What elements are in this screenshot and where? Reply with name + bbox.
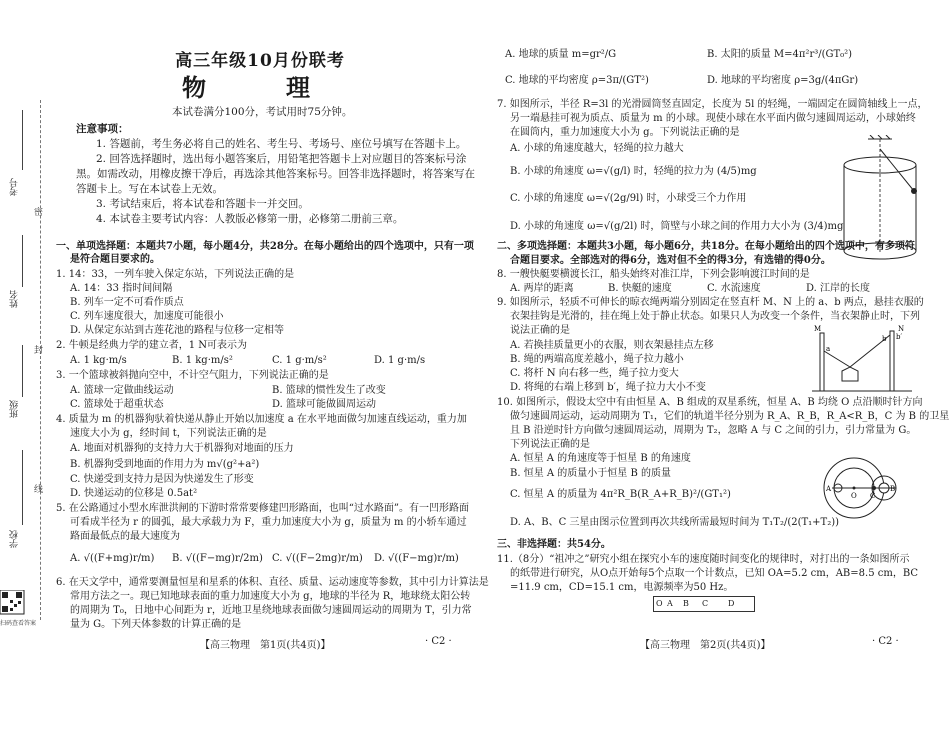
q1-stem: 1. 14：33，一列车驶入保定东站，下列说法正确的是 — [56, 269, 295, 280]
q3-option: C. 篮球处于超重状态 — [70, 399, 164, 410]
q2-stem: 2. 牛顿是经典力学的建立者，1 N可表示为 — [56, 340, 248, 351]
q11-stem-cont: =11.9 cm，CD=15.1 cm，电源频率为50 Hz。 — [510, 582, 734, 593]
q5-option: D. √((F−mg)r/m) — [374, 553, 459, 564]
q8-option: A. 两岸的距离 — [510, 283, 574, 294]
q10-stem-cont: 做匀速圆周运动，运动周期为 T₁，它们的轨道半径分别为 R_A、R_B，R_A<R_B，C 为 B 的卫星 — [510, 411, 950, 422]
q5-option: A. √((F+mg)r/m) — [70, 553, 155, 564]
q6-stem-cont: 的周期为 T₀，日地中心间距为 r，近地卫星绕地球表面做匀速圆周运动的周期为 T，引力常 — [70, 605, 472, 616]
note-line: 2. 回答选择题时，选出每小题答案后，用铅笔把答题卡上对应题目的答案标号涂 — [96, 153, 467, 165]
tape-label-B: B — [683, 599, 689, 608]
tape-label-C: C — [702, 599, 709, 608]
q7-option: D. 小球的角速度 ω=√(g/2l) 时，筒壁与小球之间的作用力大小为 (3/4)mg — [510, 221, 844, 232]
q9-stem-cont: 衣架挂钩是光滑的，挂在绳上处于静止状态。如果只人为改变一个条件，当衣架静止时，下列 — [510, 311, 920, 322]
footer-right-code: · C2 · — [872, 636, 899, 647]
q4-option: A. 地面对机器狗的支持力大于机器狗对地面的压力 — [70, 443, 294, 454]
q8-option: D. 江岸的长度 — [806, 283, 871, 294]
q10-option: B. 恒星 A 的质量小于恒星 B 的质量 — [510, 468, 671, 479]
seal-mark-3: 线 — [34, 485, 44, 495]
q7-option: C. 小球的角速度 ω=√(2g/9l) 时，小球受三个力作用 — [510, 193, 747, 204]
underline-exam-number — [22, 110, 23, 170]
q6-option: B. 太阳的质量 M=4π²r³/(GT₀²) — [707, 49, 853, 60]
q2-option: B. 1 kg·m/s² — [172, 355, 233, 366]
q2-option: C. 1 g·m/s² — [272, 355, 327, 366]
q6-stem-cont: 量为 G。下列天体参数的计算正确的是 — [70, 619, 242, 630]
q5-stem: 5. 在公路通过小型水库泄洪闸的下游时常常要修建凹形路面，也叫“过水路面”。有一凹形路面 — [56, 503, 469, 514]
q10-stem-cont: 且 B 沿逆时针方向做匀速圆周运动，周期为 T₂，忽略 A 与 C 之间的引力，引力常量为 G。 — [510, 425, 917, 436]
label-b-prime: b′ — [896, 333, 903, 341]
exam-intro: 本试卷满分100分，考试用时75分钟。 — [172, 106, 353, 118]
q7-option: B. 小球的角速度 ω=√(g/l) 时，轻绳的拉力为 (4/5)mg — [510, 166, 757, 177]
q9-stem-cont: 说法正确的是 — [510, 325, 570, 336]
q9-option: D. 将绳的右端上移到 b′，绳子拉力大小不变 — [510, 382, 706, 393]
tape-label-O: O — [656, 599, 663, 608]
section-2-heading: 二、多项选择题：本题共3小题，每小题6分，共18分。在每小题给出的四个选项中，有多项符 — [497, 241, 915, 252]
footer-left-code: · C2 · — [425, 636, 452, 647]
q4-option: D. 快递运动的位移是 0.5at² — [70, 488, 198, 499]
label-star-B: B — [890, 485, 896, 493]
q6-option: C. 地球的平均密度 ρ=3π/(GT²) — [505, 75, 649, 86]
section-1-heading-cont: 是符合题目要求的。 — [70, 254, 160, 265]
label-N: N — [898, 325, 905, 333]
q10-stem: 10. 如图所示，假设太空中有由恒星 A、B 组成的双星系统，恒星 A、B 均绕 O 点沿顺时针方向 — [497, 397, 923, 408]
q4-stem-cont: 速度大小为 g，经时间 t，下列说法正确的是 — [70, 428, 267, 439]
q8-stem: 8. 一艘快艇要横渡长江，船头始终对准江岸，下列会影响渡江时间的是 — [497, 269, 810, 280]
notes-title: 注意事项： — [76, 123, 129, 135]
binding-line — [40, 100, 41, 620]
q3-stem: 3. 一个篮球被斜抛向空中，不计空气阻力，下列说法正确的是 — [56, 370, 329, 381]
q9-option: C. 将杆 N 向右移一些，绳子拉力变大 — [510, 368, 679, 379]
q2-option: A. 1 kg·m/s — [70, 355, 127, 366]
q10-option: D. A、B、C 三星由图示位置到再次共线所需最短时间为 T₁T₂/(2(T₁+T₂)) — [510, 517, 840, 528]
exam-title: 高三年级10月份联考 — [175, 51, 345, 71]
note-line: 答题卡上。写在本试卷上无效。 — [76, 183, 223, 195]
q4-option: C. 快递受到支持力是因为快递发生了形变 — [70, 474, 254, 485]
seal-mark-1: 密 — [34, 208, 44, 218]
section-1-heading: 一、单项选择题：本题共7小题，每小题4分，共28分。在每小题给出的四个选项中，只有一项 — [56, 241, 474, 252]
label-center-O: O — [851, 492, 857, 500]
label-M: M — [814, 325, 822, 333]
section-2-heading-cont: 合题目要求。全部选对的得6分，选对但不全的得3分，有选错的得0分。 — [510, 255, 831, 266]
note-line: 3. 考试结束后，将本试卷和答题卡一并交回。 — [96, 198, 309, 210]
label-school: 学校 — [10, 530, 20, 548]
note-line: 4. 本试卷主要考试内容：人教版必修第一册，必修第二册前三章。 — [96, 213, 404, 225]
q4-stem: 4. 质量为 m 的机器狗驮着快递从静止开始以加速度 a 在水平地面做匀加速直线运动，重力加 — [56, 414, 467, 425]
underline-name — [22, 235, 23, 287]
clothesline-figure — [812, 325, 912, 395]
label-star-A: A — [826, 485, 832, 493]
q11-stem-cont: 的纸带进行研究，从O点开始每5个点取一个计数点，已知 OA=5.2 cm，AB=8.5 cm，BC — [510, 568, 919, 579]
qr-caption: 扫码查看答案 — [0, 620, 37, 627]
q6-option: A. 地球的质量 m=gr²/G — [505, 49, 617, 60]
q6-stem: 6. 在天文学中，通常要测量恒星和星系的体积、直径、质量、运动速度等参数，其中引力计算法是 — [56, 577, 489, 588]
q6-option: D. 地球的平均密度 ρ=3g/(4πGr) — [707, 75, 859, 86]
q3-option: A. 篮球一定做曲线运动 — [70, 385, 174, 396]
q8-option: B. 快艇的速度 — [608, 283, 672, 294]
note-line: 黑。如需改动，用橡皮擦干净后，再选涂其他答案标号。回答非选择题时，将答案写在 — [76, 168, 475, 180]
subject-title: 物 理 — [182, 73, 338, 102]
q3-option: B. 篮球的惯性发生了改变 — [272, 385, 386, 396]
note-line: 1. 答题前，考生务必将自己的姓名、考生号、考场号、座位号填写在答题卡上。 — [96, 138, 467, 150]
q8-option: C. 水流速度 — [707, 283, 761, 294]
q2-option: D. 1 g·m/s — [374, 355, 426, 366]
underline-school — [22, 450, 23, 525]
q6-stem-cont: 常用方法之一。现已知地球表面的重力加速度大小为 g，地球的半径为 R，地球绕太阳公转 — [70, 591, 471, 602]
underline-class — [22, 345, 23, 397]
seal-mark-2: 封 — [34, 346, 44, 356]
q1-option: C. 列车速度很大，加速度可能很小 — [70, 311, 224, 322]
label-a: a — [826, 345, 831, 353]
label-star-C: C — [870, 492, 876, 500]
q1-option: D. 从保定东站到古莲花池的路程与位移一定相等 — [70, 325, 285, 336]
q10-option: A. 恒星 A 的角速度等于恒星 B 的角速度 — [510, 453, 691, 464]
binary-star-figure — [818, 452, 908, 522]
q9-stem: 9. 如图所示，轻质不可伸长的晾衣绳两端分别固定在竖直杆 M、N 上的 a、b 两点，悬挂衣服的 — [497, 297, 924, 308]
q9-option: A. 若换挂质量更小的衣服，则衣架悬挂点左移 — [510, 340, 714, 351]
q4-option: B. 机器狗受到地面的作用力为 m√(g²+a²) — [70, 459, 260, 470]
q9-option: B. 绳的两端高度差越小，绳子拉力越小 — [510, 354, 684, 365]
footer-right: 【高三物理 第2页(共4页)】 — [640, 640, 771, 651]
footer-left: 【高三物理 第1页(共4页)】 — [200, 640, 331, 651]
q3-option: D. 篮球可能做圆周运动 — [272, 399, 377, 410]
q5-stem-cont: 可看成半径为 r 的圆弧，最大承载力为 F，重力加速度大小为 g，质量为 m 的小轿车通过 — [70, 517, 467, 528]
tape-label-A: A — [667, 599, 673, 608]
label-name: 姓名 — [10, 290, 20, 308]
q7-option: A. 小球的角速度越大，轻绳的拉力越大 — [510, 143, 684, 154]
q1-option: A. 14：33 指时间间隔 — [70, 283, 173, 294]
q5-stem-cont: 路面最低点的最大速度为 — [70, 531, 180, 542]
label-exam-number: 考号 — [10, 178, 20, 196]
q10-stem-cont: 下列说法正确的是 — [510, 439, 590, 450]
q10-option: C. 恒星 A 的质量为 4π²R_B(R_A+R_B)²/(GT₁²) — [510, 489, 731, 500]
q7-stem-cont: 在圆筒内，重力加速度大小为 g。下列说法正确的是 — [510, 127, 740, 138]
section-3-heading: 三、非选择题：共54分。 — [497, 539, 611, 550]
label-class: 班级 — [10, 400, 20, 418]
q7-stem: 7. 如图所示，半径 R=3l 的光滑圆筒竖直固定，长度为 5l 的轻绳，一端固定在圆筒轴线上一点， — [497, 99, 928, 110]
q5-option: C. √((F−2mg)r/m) — [272, 553, 363, 564]
q5-option: B. √((F−mg)r/2m) — [172, 553, 263, 564]
paper-tape — [653, 596, 755, 612]
q7-stem-cont: 另一端悬挂可视为质点、质量为 m 的小球。现使小球在水平面内做匀速圆周运动，小球始终 — [510, 113, 916, 124]
label-b: b — [882, 335, 887, 343]
q1-option: B. 列车一定不可看作质点 — [70, 297, 184, 308]
tape-label-D: D — [728, 599, 735, 608]
q11-stem: 11.（8分）“祖冲之”研究小组在探究小车的速度随时间变化的规律时，对打出的一条如图所示 — [497, 554, 910, 565]
